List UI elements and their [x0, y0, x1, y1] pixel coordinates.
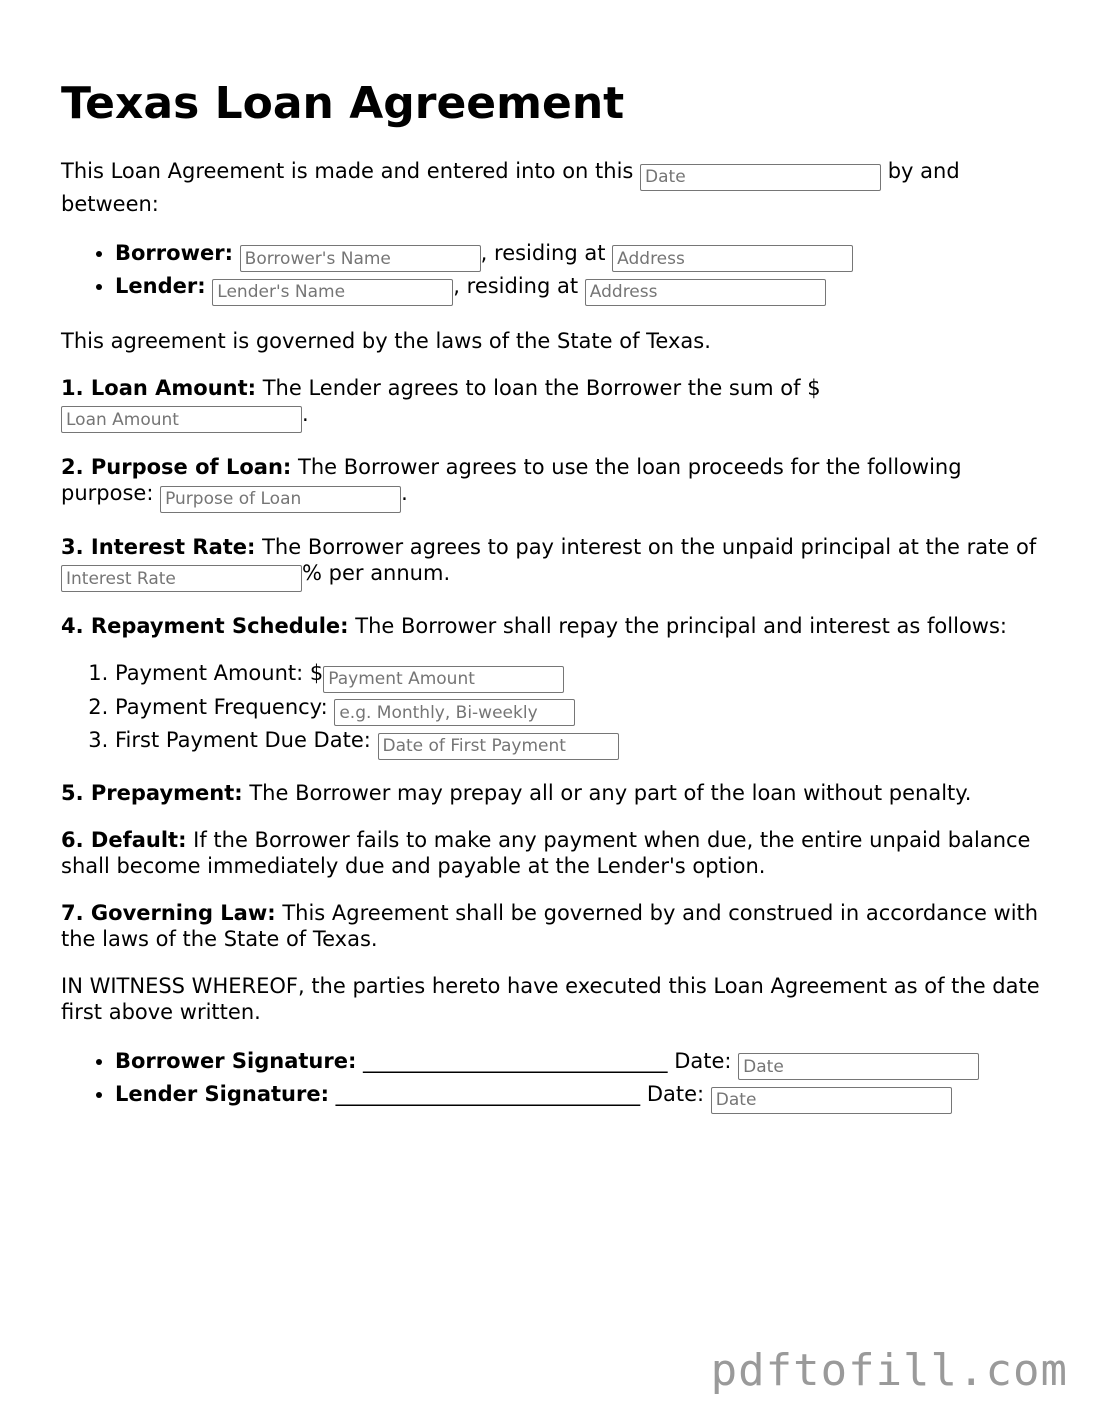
section-governing-law — [61, 900, 1046, 952]
borrower-signature-label: Borrower Signature: — [115, 1048, 357, 1073]
payment-frequency-field[interactable] — [334, 699, 575, 726]
lender-signature-label: Lender Signature: — [115, 1082, 329, 1106]
section-1-label: 1. Loan Amount: — [61, 375, 257, 400]
lender-signature-date-field[interactable] — [711, 1087, 952, 1114]
borrower-address-field[interactable] — [612, 245, 853, 272]
section-4-label: 4. Repayment Schedule: — [61, 614, 349, 638]
payment-amount-field[interactable] — [323, 666, 564, 693]
first-payment-date-field[interactable] — [378, 733, 619, 760]
lender-name-field[interactable] — [212, 279, 453, 306]
section-repayment — [61, 613, 1046, 639]
intro-text-after: by and between: — [61, 159, 960, 216]
intro-text-before: This Loan Agreement is made and entered into on this — [61, 159, 641, 183]
borrower-residing-text: , residing at — [480, 240, 613, 265]
section-7-text: This Agreement shall be governed by and construed in accordance with the laws of the State of Texas. — [61, 900, 1039, 951]
lender-address-field[interactable] — [585, 279, 826, 306]
section-5-label: 5. Prepayment: — [61, 780, 243, 805]
parties-list — [61, 239, 1046, 306]
agreement-date-field[interactable] — [640, 164, 881, 191]
section-5-text: The Borrower may prepay all or any part of the loan without penalty. — [242, 780, 972, 805]
section-1-end: . — [302, 401, 309, 426]
repayment-item-amount — [115, 659, 1046, 693]
section-7-label: 7. Governing Law: — [61, 900, 276, 925]
section-loan-amount — [61, 375, 1046, 434]
lender-residing-text: , residing at — [453, 274, 585, 298]
borrower-date-label: Date: — [674, 1048, 739, 1073]
borrower-item — [115, 239, 1046, 273]
repayment-item-first-date — [115, 726, 1046, 760]
lender-signature-item — [115, 1080, 1046, 1114]
signatures-list — [61, 1047, 1046, 1114]
purpose-field[interactable] — [160, 486, 401, 513]
lender-item — [115, 272, 1046, 306]
page-title: Texas Loan Agreement — [61, 78, 625, 129]
lender-signature-line: _____________________________ — [328, 1082, 647, 1106]
section-default — [61, 827, 1046, 879]
watermark: pdftofill.com — [710, 1345, 1068, 1396]
borrower-label: Borrower: — [115, 240, 233, 265]
payment-amount-label: Payment Amount: $ — [115, 661, 324, 685]
section-interest-rate — [61, 534, 1046, 593]
section-3-end: % per annum. — [302, 560, 451, 585]
borrower-signature-item — [115, 1047, 1046, 1081]
section-2-text: The Borrower agrees to use the loan proceeds for the following purpose: — [61, 455, 962, 505]
borrower-name-field[interactable] — [240, 245, 481, 272]
repayment-list — [61, 659, 1046, 760]
repayment-item-frequency — [115, 693, 1046, 727]
section-3-label: 3. Interest Rate: — [61, 534, 256, 559]
section-6-text: If the Borrower fails to make any payment when due, the entire unpaid balance shall become immediately due and payable at the Lender's option. — [61, 827, 1031, 878]
document-page — [61, 0, 1046, 1114]
section-4-text: The Borrower shall repay the principal and interest as follows: — [348, 614, 1007, 638]
intro-paragraph — [61, 158, 1046, 217]
section-3-text: The Borrower agrees to pay interest on the unpaid principal at the rate of — [255, 534, 1037, 559]
witness-paragraph: IN WITNESS WHEREOF, the parties hereto have executed this Loan Agreement as of the date first above written. — [61, 973, 1040, 1024]
borrower-signature-date-field[interactable] — [738, 1053, 979, 1080]
borrower-signature-line: _____________________________ — [356, 1048, 675, 1073]
governed-intro: This agreement is governed by the laws of the State of Texas. — [61, 328, 711, 353]
first-payment-label: First Payment Due Date: — [115, 728, 378, 752]
section-prepayment — [61, 780, 1046, 806]
section-2-label: 2. Purpose of Loan: — [61, 455, 292, 479]
section-6-label: 6. Default: — [61, 827, 187, 852]
loan-amount-field[interactable] — [61, 406, 302, 433]
section-1-text: The Lender agrees to loan the Borrower the sum of $ — [256, 375, 821, 400]
section-2-end: . — [401, 481, 408, 505]
lender-date-label: Date: — [646, 1082, 711, 1106]
interest-rate-field[interactable] — [61, 565, 302, 592]
lender-label: Lender: — [115, 274, 206, 298]
payment-frequency-label: Payment Frequency: — [115, 694, 335, 719]
section-purpose — [61, 454, 1046, 513]
